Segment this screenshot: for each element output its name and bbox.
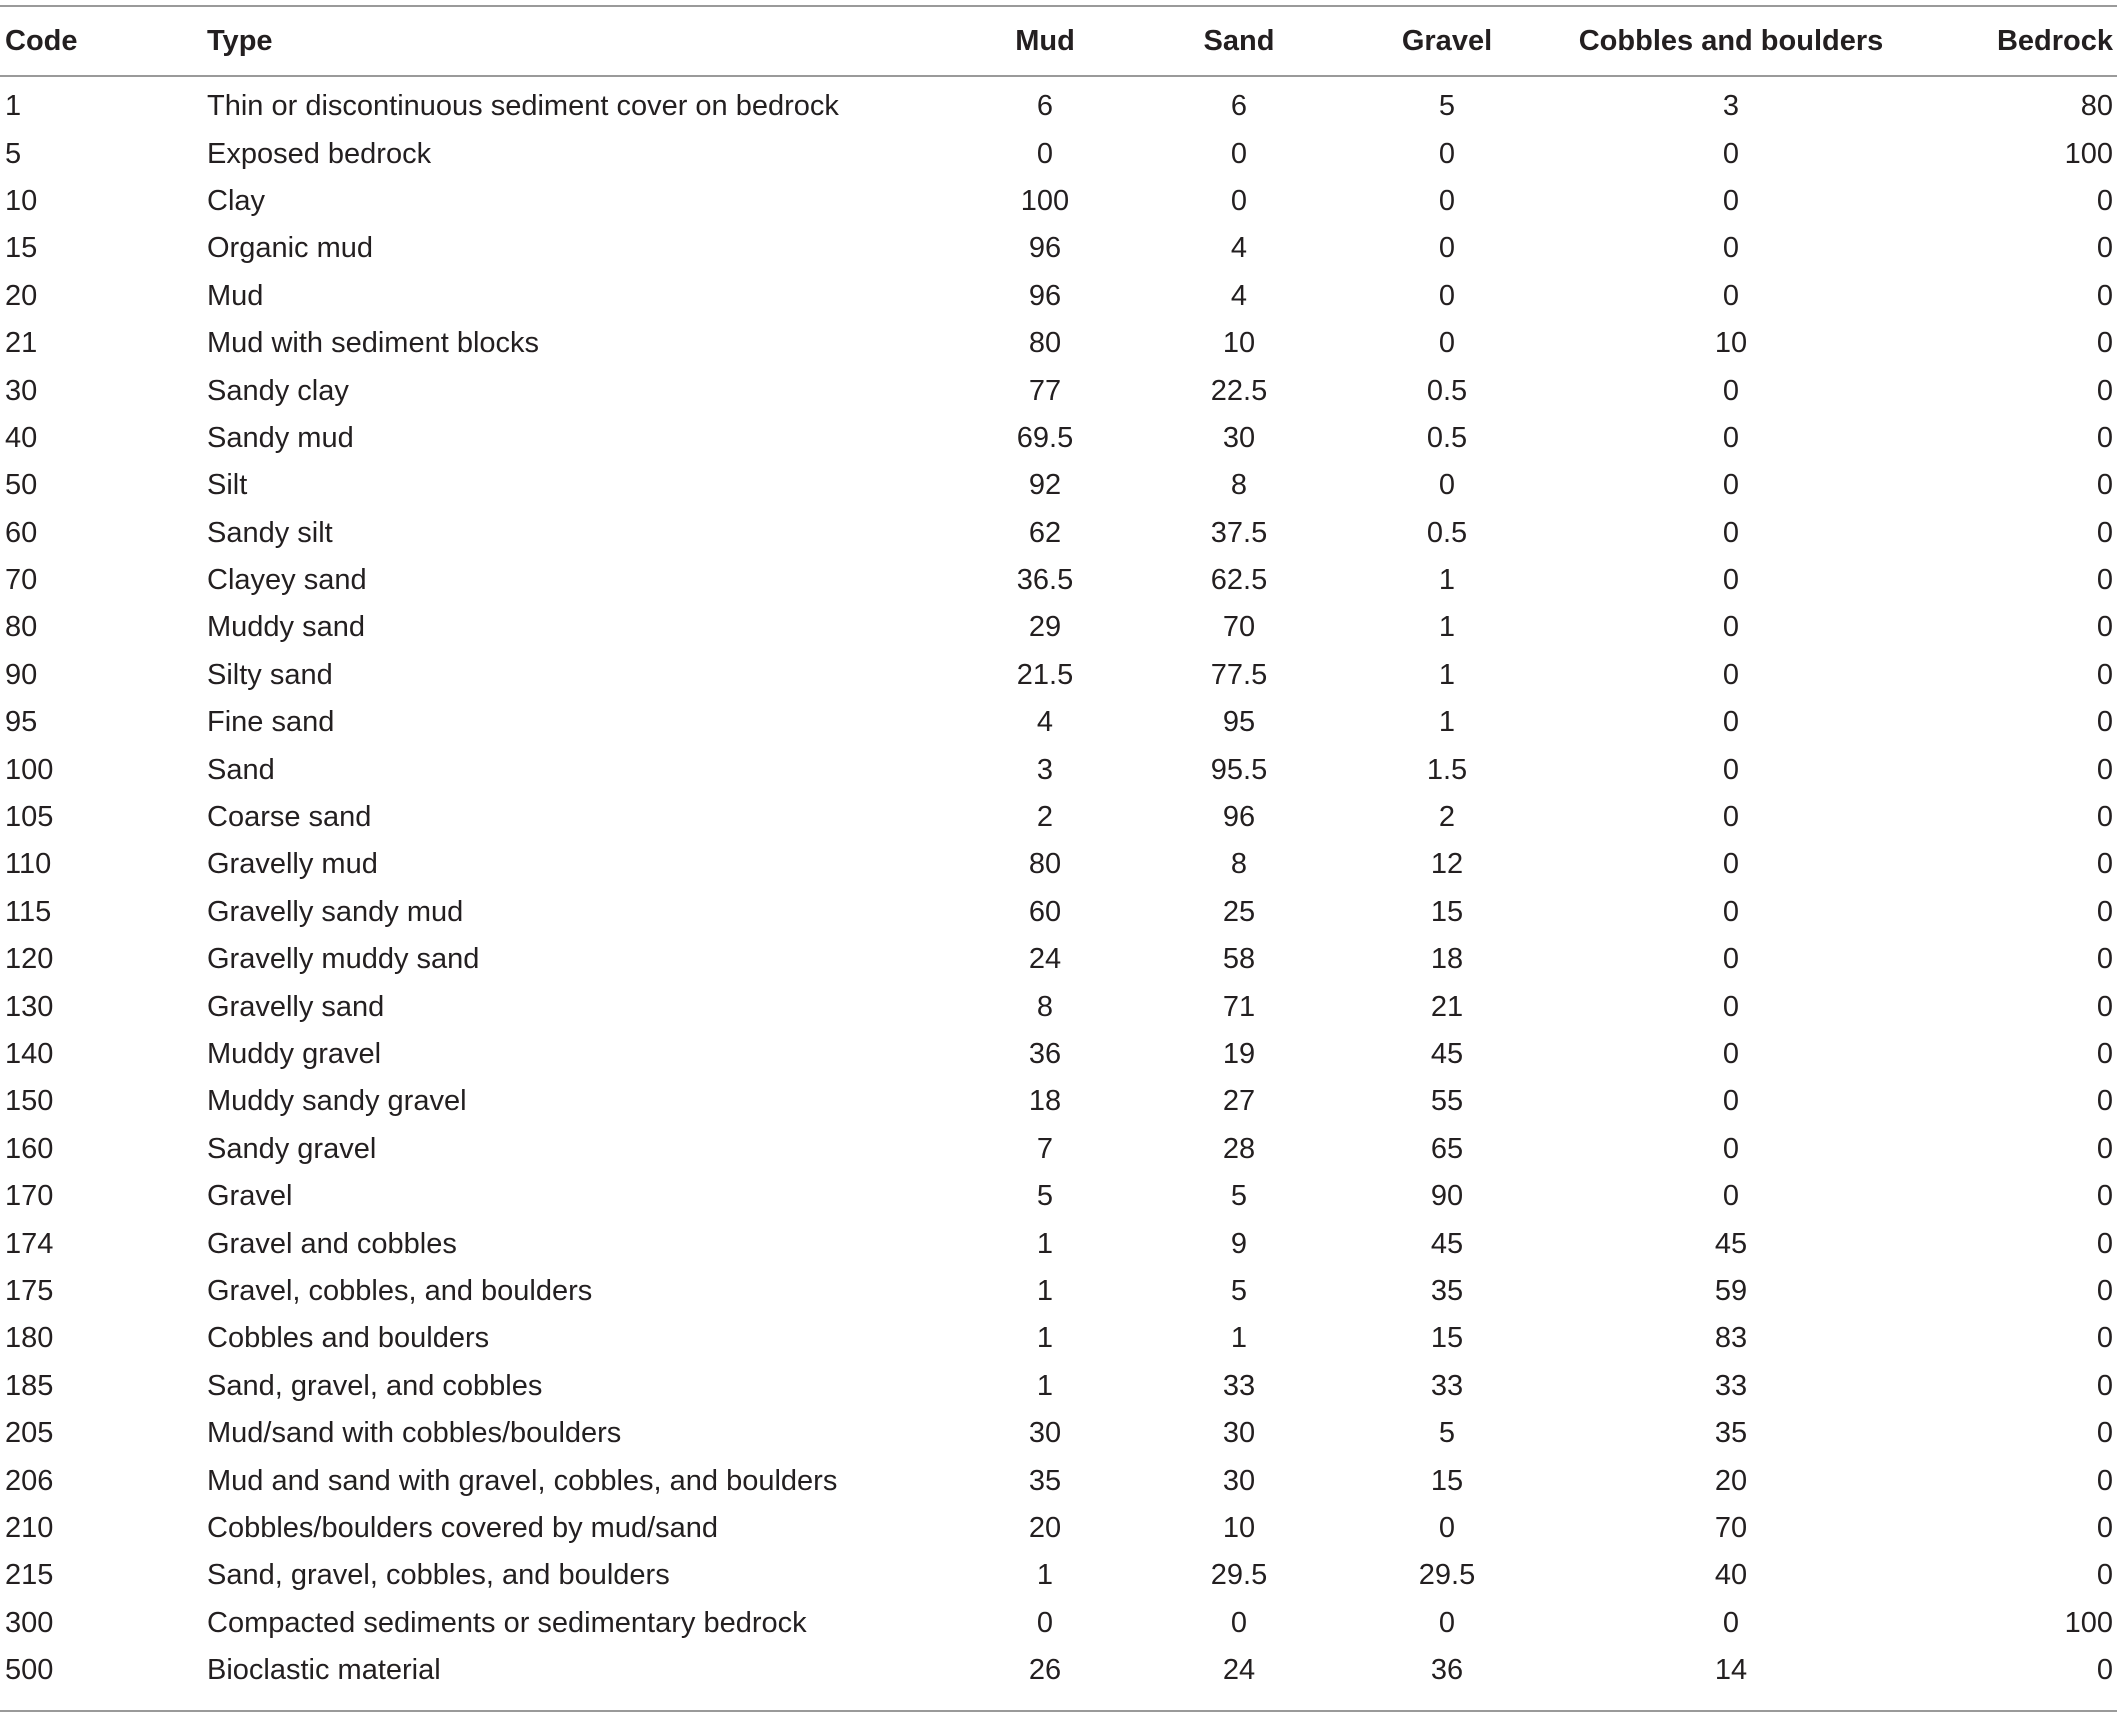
- gravel-cell: 15: [1430, 1464, 1464, 1497]
- cobbles-boulders-cell: 20: [1714, 1464, 1748, 1497]
- mud-cell: 62: [1028, 516, 1062, 549]
- mud-cell: 5: [1036, 1180, 1054, 1213]
- type-cell: Mud and sand with gravel, cobbles, and boulders: [207, 1464, 838, 1497]
- cobbles-boulders-cell: 0: [1722, 1085, 1740, 1118]
- cobbles-boulders-cell: 0: [1722, 1038, 1740, 1070]
- table-body: [0, 75, 2117, 1694]
- type-cell: Muddy gravel: [207, 1038, 382, 1070]
- bedrock-cell: 0: [2096, 801, 2113, 834]
- mud-cell: 18: [1028, 1085, 1062, 1118]
- gravel-cell: 29.5: [1418, 1559, 1476, 1592]
- bedrock-cell: 0: [2096, 658, 2113, 691]
- type-cell: Exposed bedrock: [207, 137, 432, 170]
- code-cell: 150: [5, 1085, 54, 1118]
- cobbles-boulders-cell: 0: [1722, 232, 1740, 265]
- bedrock-cell: 0: [2096, 1132, 2113, 1165]
- type-cell: Silt: [207, 469, 248, 502]
- gravel-cell: 0: [1438, 1606, 1456, 1639]
- table-row: [0, 1457, 2117, 1504]
- bedrock-cell: 0: [2096, 895, 2113, 928]
- type-cell: Fine sand: [207, 706, 335, 739]
- code-cell: 115: [5, 895, 52, 928]
- gravel-cell: 0: [1438, 184, 1456, 217]
- bedrock-cell: 0: [2096, 1417, 2113, 1450]
- code-cell: 21: [5, 327, 38, 360]
- mud-cell: 36: [1028, 1038, 1062, 1070]
- cobbles-boulders-cell: 0: [1722, 1180, 1740, 1213]
- bedrock-cell: 0: [2096, 516, 2113, 549]
- code-cell: 180: [5, 1322, 54, 1355]
- sand-cell: 8: [1230, 848, 1248, 881]
- type-cell: Mud: [207, 279, 264, 312]
- type-cell: Sandy clay: [207, 374, 349, 407]
- type-cell: Sand, gravel, cobbles, and boulders: [207, 1559, 670, 1592]
- gravel-cell: 55: [1430, 1085, 1464, 1118]
- cobbles-boulders-cell: 33: [1714, 1369, 1748, 1402]
- sand-cell: 30: [1222, 1464, 1256, 1497]
- code-cell: 20: [5, 279, 38, 312]
- gravel-cell: 0: [1438, 137, 1456, 170]
- type-cell: Gravelly sand: [207, 990, 385, 1023]
- cobbles-boulders-cell: 0: [1722, 1132, 1740, 1165]
- mud-cell: 1: [1036, 1227, 1054, 1260]
- table-row: [0, 983, 2117, 1030]
- mud-cell: 4: [1036, 706, 1054, 739]
- table-bottom-rule: [0, 1710, 2117, 1712]
- mud-cell: 6: [1036, 90, 1054, 123]
- bedrock-cell: 0: [2096, 1274, 2113, 1307]
- table-row: [0, 415, 2117, 462]
- cobbles-boulders-cell: 0: [1722, 990, 1740, 1023]
- table-row: [0, 1647, 2117, 1694]
- header-type: Type: [207, 24, 273, 57]
- sand-cell: 0: [1230, 137, 1248, 170]
- mud-cell: 77: [1028, 374, 1062, 407]
- cobbles-boulders-cell: 0: [1722, 469, 1740, 502]
- mud-cell: 60: [1028, 895, 1062, 928]
- table-row: [0, 1315, 2117, 1362]
- mud-cell: 1: [1036, 1369, 1054, 1402]
- type-cell: Sandy gravel: [207, 1132, 377, 1165]
- table-row: [0, 273, 2117, 320]
- bedrock-cell: 0: [2096, 184, 2113, 217]
- type-cell: Gravelly sandy mud: [207, 895, 464, 928]
- type-cell: Cobbles and boulders: [207, 1322, 490, 1355]
- code-cell: 120: [5, 943, 54, 976]
- code-cell: 50: [5, 469, 38, 502]
- bedrock-cell: 0: [2096, 374, 2113, 407]
- bedrock-cell: 0: [2096, 706, 2113, 739]
- sand-cell: 19: [1222, 1038, 1256, 1070]
- table-row: [0, 510, 2117, 557]
- sand-cell: 0: [1230, 1606, 1248, 1639]
- type-cell: Clayey sand: [207, 564, 367, 597]
- table-row: [0, 794, 2117, 841]
- sand-cell: 0: [1230, 184, 1248, 217]
- gravel-cell: 21: [1430, 990, 1464, 1023]
- sand-cell: 58: [1222, 943, 1256, 976]
- cobbles-boulders-cell: 0: [1722, 421, 1740, 454]
- gravel-cell: 0: [1438, 1511, 1456, 1544]
- table-row: [0, 604, 2117, 651]
- mud-cell: 26: [1028, 1654, 1062, 1687]
- code-cell: 185: [5, 1369, 54, 1402]
- code-cell: 205: [5, 1417, 54, 1450]
- code-cell: 206: [5, 1464, 54, 1497]
- gravel-cell: 1: [1438, 611, 1456, 644]
- cobbles-boulders-cell: 0: [1722, 516, 1740, 549]
- code-cell: 30: [5, 374, 38, 407]
- type-cell: Bioclastic material: [207, 1654, 441, 1687]
- sand-cell: 62.5: [1210, 564, 1268, 597]
- header-sand: Sand: [1203, 24, 1275, 57]
- table-row: [0, 1268, 2117, 1315]
- gravel-cell: 45: [1430, 1038, 1464, 1070]
- type-cell: Muddy sand: [207, 611, 365, 644]
- table-row: [0, 841, 2117, 888]
- sand-cell: 9: [1230, 1227, 1248, 1260]
- bedrock-cell: 100: [2064, 137, 2113, 170]
- code-cell: 90: [5, 658, 38, 691]
- gravel-cell: 0: [1438, 279, 1456, 312]
- gravel-cell: 0.5: [1426, 374, 1468, 407]
- sand-cell: 5: [1230, 1180, 1248, 1213]
- bedrock-cell: 0: [2096, 1654, 2113, 1687]
- cobbles-boulders-cell: 0: [1722, 611, 1740, 644]
- sand-cell: 24: [1222, 1654, 1256, 1687]
- bedrock-cell: 0: [2096, 1369, 2113, 1402]
- type-cell: Mud/sand with cobbles/boulders: [207, 1417, 622, 1450]
- header-mud: Mud: [1015, 24, 1075, 57]
- bedrock-cell: 0: [2096, 469, 2113, 502]
- mud-cell: 1: [1036, 1559, 1054, 1592]
- bedrock-cell: 0: [2096, 1038, 2113, 1070]
- bedrock-cell: 0: [2096, 848, 2113, 881]
- code-cell: 160: [5, 1132, 54, 1165]
- type-cell: Clay: [207, 184, 266, 217]
- cobbles-boulders-cell: 0: [1722, 374, 1740, 407]
- cobbles-boulders-cell: 70: [1714, 1511, 1748, 1544]
- code-cell: 174: [5, 1227, 54, 1260]
- bedrock-cell: 0: [2096, 279, 2113, 312]
- gravel-cell: 1: [1438, 658, 1456, 691]
- sand-cell: 70: [1222, 611, 1256, 644]
- sand-cell: 6: [1230, 90, 1248, 123]
- code-cell: 60: [5, 516, 38, 549]
- cobbles-boulders-cell: 45: [1714, 1227, 1748, 1260]
- cobbles-boulders-cell: 40: [1714, 1559, 1748, 1592]
- gravel-cell: 33: [1430, 1369, 1464, 1402]
- mud-cell: 29: [1028, 611, 1062, 644]
- header-row: [0, 7, 2117, 75]
- gravel-cell: 35: [1430, 1274, 1464, 1307]
- bedrock-cell: 0: [2096, 1227, 2113, 1260]
- sand-cell: 71: [1222, 990, 1256, 1023]
- code-cell: 215: [5, 1559, 54, 1592]
- type-cell: Sand: [207, 753, 275, 786]
- type-cell: Thin or discontinuous sediment cover on bedrock: [207, 90, 839, 123]
- type-cell: Silty sand: [207, 658, 333, 691]
- code-cell: 140: [5, 1038, 54, 1070]
- sand-cell: 27: [1222, 1085, 1256, 1118]
- sand-cell: 4: [1230, 232, 1248, 265]
- mud-cell: 100: [1020, 184, 1070, 217]
- sand-cell: 5: [1230, 1274, 1248, 1307]
- mud-cell: 92: [1028, 469, 1062, 502]
- table-row: [0, 746, 2117, 793]
- mud-cell: 1: [1036, 1322, 1054, 1355]
- code-cell: 15: [5, 232, 38, 265]
- code-cell: 175: [5, 1274, 54, 1307]
- code-cell: 40: [5, 421, 38, 454]
- sand-cell: 8: [1230, 469, 1248, 502]
- mud-cell: 30: [1028, 1417, 1062, 1450]
- cobbles-boulders-cell: 59: [1714, 1274, 1748, 1307]
- mud-cell: 21.5: [1016, 658, 1074, 691]
- gravel-cell: 1: [1438, 564, 1456, 597]
- code-cell: 130: [5, 990, 54, 1023]
- table-row: [0, 178, 2117, 225]
- sand-cell: 4: [1230, 279, 1248, 312]
- cobbles-boulders-cell: 0: [1722, 895, 1740, 928]
- sand-cell: 33: [1222, 1369, 1256, 1402]
- type-cell: Sandy mud: [207, 421, 354, 454]
- bedrock-cell: 0: [2096, 943, 2113, 976]
- cobbles-boulders-cell: 83: [1714, 1322, 1748, 1355]
- sand-cell: 22.5: [1210, 374, 1268, 407]
- header-bedrock: Bedrock: [1996, 24, 2113, 57]
- mud-cell: 35: [1028, 1464, 1062, 1497]
- sand-cell: 28: [1222, 1132, 1256, 1165]
- sand-cell: 30: [1222, 1417, 1256, 1450]
- table-row: [0, 1078, 2117, 1125]
- header-cobbles-boulders: Cobbles and boulders: [1578, 24, 1884, 57]
- cobbles-boulders-cell: 0: [1722, 706, 1740, 739]
- sand-cell: 10: [1222, 1511, 1256, 1544]
- table-row: [0, 1363, 2117, 1410]
- mud-cell: 1: [1036, 1274, 1054, 1307]
- code-cell: 500: [5, 1654, 54, 1687]
- bedrock-cell: 0: [2096, 1559, 2113, 1592]
- cobbles-boulders-cell: 0: [1722, 184, 1740, 217]
- mud-cell: 0: [1036, 137, 1054, 170]
- mud-cell: 24: [1028, 943, 1062, 976]
- sediment-composition-table: [0, 7, 2117, 1694]
- cobbles-boulders-cell: 0: [1722, 801, 1740, 834]
- table-row: [0, 1031, 2117, 1078]
- mud-cell: 2: [1036, 801, 1054, 834]
- cobbles-boulders-cell: 0: [1722, 943, 1740, 976]
- gravel-cell: 5: [1438, 90, 1456, 123]
- mud-cell: 8: [1036, 990, 1054, 1023]
- cobbles-boulders-cell: 35: [1714, 1417, 1748, 1450]
- mud-cell: 80: [1028, 848, 1062, 881]
- table-row: [0, 1173, 2117, 1220]
- header-code: Code: [5, 24, 78, 57]
- code-cell: 10: [5, 184, 38, 217]
- gravel-cell: 0.5: [1426, 421, 1468, 454]
- type-cell: Compacted sediments or sedimentary bedrock: [207, 1606, 807, 1639]
- sand-cell: 10: [1222, 327, 1256, 360]
- bedrock-cell: 0: [2096, 1180, 2113, 1213]
- code-cell: 210: [5, 1511, 54, 1544]
- type-cell: Mud with sediment blocks: [207, 327, 540, 360]
- gravel-cell: 5: [1438, 1417, 1456, 1450]
- bedrock-cell: 0: [2096, 564, 2113, 597]
- bedrock-cell: 80: [2080, 90, 2113, 123]
- table-row: [0, 462, 2117, 509]
- cobbles-boulders-cell: 0: [1722, 137, 1740, 170]
- code-cell: 5: [5, 137, 22, 170]
- header-gravel: Gravel: [1401, 24, 1493, 57]
- gravel-cell: 0: [1438, 327, 1456, 360]
- mud-cell: 0: [1036, 1606, 1054, 1639]
- cobbles-boulders-cell: 0: [1722, 848, 1740, 881]
- cobbles-boulders-cell: 0: [1722, 753, 1740, 786]
- sand-cell: 37.5: [1210, 516, 1268, 549]
- mud-cell: 69.5: [1016, 421, 1074, 454]
- bedrock-cell: 0: [2096, 421, 2113, 454]
- gravel-cell: 0: [1438, 469, 1456, 502]
- sand-cell: 96: [1222, 801, 1256, 834]
- bedrock-cell: 0: [2096, 1511, 2113, 1544]
- sand-cell: 29.5: [1210, 1559, 1268, 1592]
- table-row: [0, 1410, 2117, 1457]
- code-cell: 70: [5, 564, 38, 597]
- cobbles-boulders-cell: 0: [1722, 658, 1740, 691]
- code-cell: 300: [5, 1606, 54, 1639]
- type-cell: Gravel and cobbles: [207, 1227, 457, 1260]
- code-cell: 95: [5, 706, 38, 739]
- bedrock-cell: 0: [2096, 327, 2113, 360]
- bedrock-cell: 0: [2096, 1322, 2113, 1355]
- cobbles-boulders-cell: 0: [1722, 279, 1740, 312]
- code-cell: 100: [5, 753, 54, 786]
- gravel-cell: 36: [1430, 1654, 1464, 1687]
- bedrock-cell: 0: [2096, 1085, 2113, 1118]
- type-cell: Muddy sandy gravel: [207, 1085, 467, 1118]
- bedrock-cell: 0: [2096, 753, 2113, 786]
- bedrock-cell: 100: [2064, 1606, 2113, 1639]
- table-row: [0, 1552, 2117, 1599]
- code-cell: 80: [5, 611, 38, 644]
- mud-cell: 3: [1036, 753, 1054, 786]
- table-row: [0, 936, 2117, 983]
- cobbles-boulders-cell: 0: [1722, 1606, 1740, 1639]
- type-cell: Gravelly mud: [207, 848, 378, 881]
- sand-cell: 30: [1222, 421, 1256, 454]
- sand-cell: 95.5: [1210, 753, 1268, 786]
- gravel-cell: 15: [1430, 895, 1464, 928]
- table-row: [0, 320, 2117, 367]
- type-cell: Sandy silt: [207, 516, 333, 549]
- code-cell: 1: [5, 90, 22, 123]
- type-cell: Gravel: [207, 1180, 293, 1213]
- mud-cell: 96: [1028, 279, 1062, 312]
- gravel-cell: 65: [1430, 1132, 1464, 1165]
- mud-cell: 80: [1028, 327, 1062, 360]
- cobbles-boulders-cell: 0: [1722, 564, 1740, 597]
- table-row: [0, 1220, 2117, 1267]
- table-row: [0, 367, 2117, 414]
- gravel-cell: 1: [1438, 706, 1456, 739]
- bedrock-cell: 0: [2096, 1464, 2113, 1497]
- mud-cell: 36.5: [1016, 564, 1074, 597]
- bedrock-cell: 0: [2096, 611, 2113, 644]
- gravel-cell: 45: [1430, 1227, 1464, 1260]
- type-cell: Gravel, cobbles, and boulders: [207, 1274, 593, 1307]
- code-cell: 110: [5, 848, 52, 881]
- cobbles-boulders-cell: 3: [1722, 90, 1740, 123]
- mud-cell: 20: [1028, 1511, 1062, 1544]
- gravel-cell: 18: [1430, 943, 1464, 976]
- code-cell: 170: [5, 1180, 54, 1213]
- sand-cell: 25: [1222, 895, 1256, 928]
- table-row: [0, 1505, 2117, 1552]
- type-cell: Coarse sand: [207, 801, 372, 834]
- type-cell: Sand, gravel, and cobbles: [207, 1369, 543, 1402]
- gravel-cell: 90: [1430, 1180, 1464, 1213]
- table-row: [0, 652, 2117, 699]
- table-row: [0, 225, 2117, 272]
- type-cell: Gravelly muddy sand: [207, 943, 480, 976]
- table-row: [0, 130, 2117, 177]
- bedrock-cell: 0: [2096, 232, 2113, 265]
- sand-cell: 95: [1222, 706, 1256, 739]
- type-cell: Organic mud: [207, 232, 374, 265]
- table-row: [0, 889, 2117, 936]
- mud-cell: 96: [1028, 232, 1062, 265]
- type-cell: Cobbles/boulders covered by mud/sand: [207, 1511, 719, 1544]
- table-row: [0, 699, 2117, 746]
- table-row: [0, 1126, 2117, 1173]
- sand-cell: 77.5: [1210, 658, 1268, 691]
- table-row: [0, 557, 2117, 604]
- cobbles-boulders-cell: 10: [1714, 327, 1748, 360]
- gravel-cell: 0: [1438, 232, 1456, 265]
- mud-cell: 7: [1036, 1132, 1054, 1165]
- code-cell: 105: [5, 801, 54, 834]
- gravel-cell: 12: [1430, 848, 1464, 881]
- table-row: [0, 75, 2117, 130]
- gravel-cell: 0.5: [1426, 516, 1468, 549]
- sand-cell: 1: [1230, 1322, 1248, 1355]
- gravel-cell: 2: [1438, 801, 1456, 834]
- gravel-cell: 1.5: [1426, 753, 1468, 786]
- gravel-cell: 15: [1430, 1322, 1464, 1355]
- bedrock-cell: 0: [2096, 990, 2113, 1023]
- table-row: [0, 1600, 2117, 1647]
- cobbles-boulders-cell: 14: [1714, 1654, 1748, 1687]
